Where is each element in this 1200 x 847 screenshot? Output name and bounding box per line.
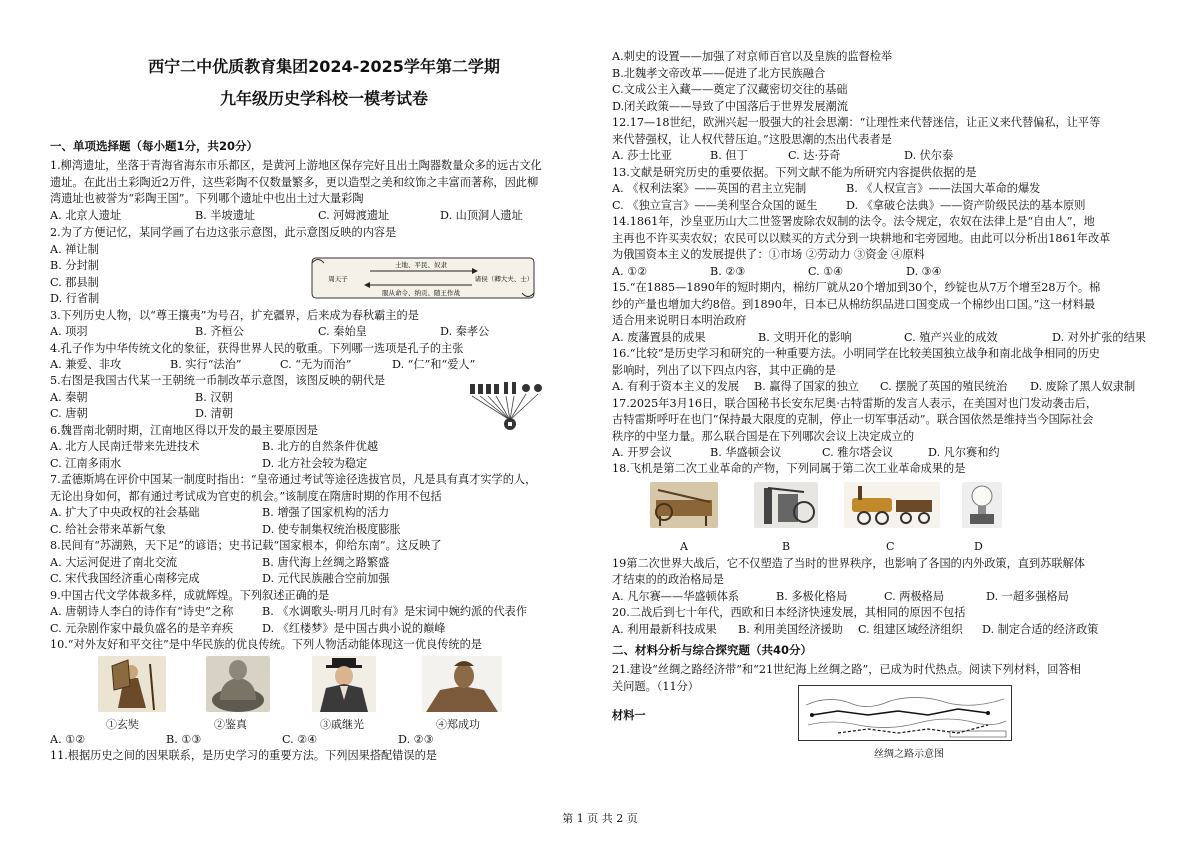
- q10-caption-4: ④郑成功: [436, 718, 480, 731]
- q8-option-d: D. 元代民族融合空前加强: [262, 572, 390, 585]
- q7-option-b: B. 增强了国家机构的活力: [262, 506, 390, 519]
- q5-stem: 5.右图是我国古代某一王朝统一币制改革示意图，该图反映的朝代是: [50, 374, 386, 387]
- section2-heading: 二、材料分析与综合探究题（共40分）: [612, 643, 813, 657]
- q5-option-a: A. 秦朝: [50, 391, 88, 404]
- q15-option-c: C. 殖产兴业的成效: [904, 331, 998, 344]
- q2-option-a: A. 禅让制: [50, 243, 99, 256]
- q17-option-b: B. 华盛顿会议: [710, 446, 782, 459]
- q7-option-a: A. 扩大了中央政权的社会基础: [50, 506, 200, 519]
- q1-option-c: C. 河姆渡遗址: [318, 209, 390, 222]
- feudal-system-diagram: [308, 252, 538, 304]
- q19-stem: 19第二次世界大战后，它不仅塑造了当时的世界秩序，也影响了各国的内外政策，直到苏联解体: [612, 557, 1085, 570]
- q15-stem: 纱的产量也增加大约8倍。到1890年，日本已从棉纺织品进口国变成一个棉纱出口国。”这一材料最: [612, 298, 1096, 311]
- q17-option-a: A. 开罗会议: [612, 446, 672, 459]
- q17-option-d: D. 凡尔赛和约: [928, 446, 1000, 459]
- q10-caption-1: ①玄奘: [106, 718, 139, 731]
- q21-stem: 21.建设“丝绸之路经济带”和“21世纪海上丝绸之路”，已成为时代热点。阅读下列材料，回答相: [612, 663, 1081, 676]
- coinage-reform-diagram: [464, 374, 564, 434]
- q1-stem: 1.柳湾遗址，坐落于青海省海东市乐都区，是黄河上游地区保存完好且出土陶器数量众多的远古文化: [50, 159, 542, 172]
- q7-option-c: C. 给社会带来革新气象: [50, 523, 166, 536]
- q7-option-d: D. 使专制集权统治极度膨胀: [262, 523, 401, 536]
- q9-option-a: A. 唐朝诗人李白的诗作有“诗史”之称: [50, 605, 234, 618]
- q2-option-b: B. 分封制: [50, 259, 99, 272]
- q15-option-a: A. 废藩置县的成果: [612, 331, 706, 344]
- q10-option-b: B. ①③: [166, 733, 202, 746]
- q6-stem: 6.魏晋南北朝时期，江南地区得以开发的最主要原因是: [50, 424, 318, 437]
- q10-stem: 10.“对外友好和平交往”是中华民族的优良传统。下列人物活动能体现这一优良传统的是: [50, 638, 482, 651]
- q20-option-a: A. 利用最新科技成果: [612, 623, 717, 636]
- xuanzang-picture: [98, 656, 166, 712]
- q8-option-a: A. 大运河促进了南北交流: [50, 556, 178, 569]
- spinning-jenny-picture: [650, 482, 718, 528]
- q13-option-a: A. 《权利法案》——英国的君主立宪制: [612, 182, 807, 195]
- light-bulb-picture: [962, 482, 1002, 528]
- q17-option-c: C. 雅尔塔会议: [822, 446, 894, 459]
- q15-option-d: D. 对外扩张的结果: [1052, 331, 1146, 344]
- q4-option-a: A. 兼爱、非攻: [50, 358, 122, 371]
- diagram-top-label: 土地、平民、奴隶: [395, 261, 447, 269]
- q6-option-c: C. 江南多雨水: [50, 457, 122, 470]
- q14-stem: 14.1861年，沙皇亚历山大二世签署废除农奴制的法令。法令规定，农奴在法律上是“自由人”，地: [612, 215, 1095, 228]
- q10-option-a: A. ①②: [50, 733, 86, 746]
- q20-option-c: C. 组建区域经济组织: [858, 623, 963, 636]
- q17-stem: 17.2025年3月16日，联合国秘书长安东尼奥·古特雷斯的发言人表示，在美国对也门发动袭击后，: [612, 397, 1098, 410]
- exam-title-line2: 九年级历史学科校一模考试卷: [219, 89, 428, 108]
- q6-option-d: D. 北方社会较为稳定: [262, 457, 368, 470]
- q9-stem: 9.中国古代文学体裁多样，成就辉煌。下列叙述正确的是: [50, 589, 330, 602]
- q16-option-c: C. 摆脱了英国的殖民统治: [880, 380, 1008, 393]
- q14-stem: 为俄国资本主义的发展提供了：①市场 ②劳动力 ③资金 ④原料: [612, 248, 925, 261]
- silk-road-map-caption: 丝绸之路示意图: [874, 749, 944, 760]
- q13-stem: 13.文献是研究历史的重要依据。下列文献不能为所研究内容提供依据的是: [612, 166, 977, 179]
- q3-option-b: B. 齐桓公: [195, 325, 244, 338]
- q13-option-b: B. 《人权宣言》——法国大革命的爆发: [846, 182, 1041, 195]
- q1-option-d: D. 山顶洞人遗址: [440, 209, 523, 222]
- q4-stem: 4.孔子作为中华传统文化的象征，获得世界人民的敬重。下列哪一选项是孔子的主张: [50, 342, 464, 355]
- q11-option-b: B.北魏孝文帝改革——促进了北方民族融合: [612, 67, 826, 80]
- page-footer: 第 1 页 共 2 页: [562, 812, 638, 825]
- q17-stem: 秩序的中坚力量。那么联合国是在下列哪次会议上决定成立的: [612, 430, 915, 443]
- q12-option-a: A. 莎士比亚: [612, 149, 672, 162]
- q10-option-d: D. ②③: [398, 733, 434, 746]
- q7-stem: 7.孟德斯鸠在评价中国某一制度时指出：“皇帝通过考试等途径选拔官员，凡是具有真才实学的人，: [50, 473, 537, 486]
- q14-option-b: B. ②③: [710, 265, 746, 278]
- q8-option-b: B. 唐代海上丝绸之路繁盛: [262, 556, 390, 569]
- q6-option-a: A. 北方人民南迁带来先进技术: [50, 440, 200, 453]
- q5-option-b: B. 汉朝: [195, 391, 233, 404]
- q1-option-a: A. 北京人遗址: [50, 209, 122, 222]
- q5-option-c: C. 唐朝: [50, 407, 88, 420]
- q16-stem: 影响时，列出了以下四点内容，其中正确的是: [612, 364, 836, 377]
- q18-stem: 18.飞机是第二次工业革命的产物，下列同属于第二次工业革命成果的是: [612, 462, 966, 475]
- q5-option-d: D. 清朝: [195, 407, 234, 420]
- q12-option-c: C. 达·芬奇: [788, 149, 841, 162]
- q19-option-b: B. 多极化格局: [776, 590, 848, 603]
- q11-option-c: C.文成公主入藏——奠定了汉藏密切交往的基础: [612, 83, 848, 96]
- q15-stem: 适合用来说明日本明治政府: [612, 314, 747, 327]
- q16-stem: 16.“比较”是历史学习和研究的一种重要方法。小明同学在比较美国独立战争和南北战争相同的历史: [612, 347, 1100, 360]
- q11-option-a: A.刺史的设置——加强了对京师百官以及皇族的监督检举: [612, 50, 893, 63]
- q14-stem: 主再也不许买卖农奴；农民可以以赎买的方式分到一块耕地和宅旁园地。由此可以分析出1861年改革: [612, 232, 1111, 245]
- steam-engine-picture: [754, 482, 818, 528]
- q16-option-a: A. 有利于资本主义的发展: [612, 380, 740, 393]
- zheng-chenggong-picture: [422, 656, 502, 712]
- locomotive-picture: [844, 482, 940, 528]
- q1-stem: 遗址。在此出土彩陶近2万件，这些彩陶不仅数量繁多，更以造型之美和纹饰之丰富而著称，因此柳: [50, 176, 539, 189]
- q18-caption-c: C: [886, 540, 895, 553]
- q4-option-b: B. 实行“法治”: [170, 358, 242, 371]
- qi-jiguang-picture: [312, 656, 376, 712]
- q1-option-b: B. 半坡遗址: [195, 209, 256, 222]
- silk-road-map: [798, 685, 1012, 741]
- q13-option-d: D. 《拿破仑法典》——资产阶级民法的基本原则: [846, 199, 1086, 212]
- q20-stem: 20.二战后到七十年代，西欧和日本经济快速发展，其相同的原因不包括: [612, 606, 966, 619]
- q14-option-d: D. ③④: [906, 265, 942, 278]
- q10-option-c: C. ②④: [282, 733, 318, 746]
- q14-option-c: C. ①④: [808, 265, 844, 278]
- q16-option-d: D. 废除了黑人奴隶制: [1030, 380, 1136, 393]
- section1-heading: 一、单项选择题（每小题1分，共20分）: [50, 139, 259, 153]
- q2-option-d: D. 行省制: [50, 292, 100, 305]
- q4-option-d: D. “仁”和“爱人”: [392, 358, 476, 371]
- q8-stem: 8.民间有“苏湖熟，天下足”的谚语；史书记载“国家根本，仰给东南”。这反映了: [50, 539, 442, 552]
- q6-option-b: B. 北方的自然条件优越: [262, 440, 379, 453]
- diagram-bottom-label: 服从命令、纳贡、随王作战: [382, 289, 460, 297]
- q10-caption-3: ③戚继光: [320, 718, 364, 731]
- q20-option-d: D. 制定合适的经济政策: [982, 623, 1099, 636]
- q20-option-b: B. 利用美国经济援助: [738, 623, 843, 636]
- q3-option-c: C. 秦始皇: [318, 325, 367, 338]
- exam-title-line1: 西宁二中优质教育集团2024-2025学年第二学期: [148, 57, 500, 76]
- q4-option-c: C. “无为而治”: [280, 358, 352, 371]
- q19-option-a: A. 凡尔赛——华盛顿体系: [612, 590, 740, 603]
- q12-stem: 12.17—18世纪，欧洲兴起一股强大的社会思潮：“让理性来代替迷信，让正义来代替偏私，让平等: [612, 116, 1101, 129]
- q10-caption-2: ②鉴真: [214, 718, 247, 731]
- q16-option-b: B. 赢得了国家的独立: [754, 380, 859, 393]
- q12-stem: 来代替强权，让人权代替压迫。”这股思潮的杰出代表者是: [612, 133, 892, 146]
- q3-option-d: D. 秦孝公: [440, 325, 490, 338]
- q9-option-d: D. 《红楼梦》是中国古典小说的巅峰: [262, 622, 446, 635]
- q12-option-b: B. 但丁: [710, 149, 748, 162]
- q2-stem: 2.为了方便记忆，某同学画了右边这张示意图，此示意图反映的内容是: [50, 226, 397, 239]
- q19-stem: 才结束的的政治格局是: [612, 573, 724, 586]
- q18-caption-b: B: [782, 540, 791, 553]
- q18-caption-a: A: [680, 540, 688, 553]
- q19-option-d: D. 一超多强格局: [986, 590, 1069, 603]
- q18-caption-d: D: [974, 540, 983, 553]
- q15-stem: 15.“在1885—1890年的短时期内，棉纺厂就从20个增加到30个，纱锭也从7万个增至28万个。棉: [612, 281, 1101, 294]
- q13-option-c: C. 《独立宣言》——美利坚合众国的诞生: [612, 199, 818, 212]
- q17-stem: 古特雷斯呼吁在也门“保持最大限度的克制，停止一切军事活动”。联合国依然是维持当今国际社会: [612, 413, 1094, 426]
- q3-stem: 3.下列历史人物，以“尊王攘夷”为号召，扩充疆界，后来成为春秋霸主的是: [50, 309, 419, 322]
- q3-option-a: A. 项羽: [50, 325, 88, 338]
- diagram-left-label: 周天子: [328, 275, 348, 283]
- q1-stem: 湾遗址也被誉为“彩陶王国”。下列哪个遗址中也出土过大量彩陶: [50, 192, 364, 205]
- q2-option-c: C. 郡县制: [50, 276, 99, 289]
- q21-stem: 关问题。（11分）: [612, 680, 699, 693]
- material-one-label: 材料一: [612, 708, 646, 722]
- q9-option-c: C. 元杂剧作家中最负盛名的是辛弃疾: [50, 622, 234, 635]
- diagram-right-label: 诸侯（卿大夫、士）: [474, 275, 534, 283]
- jianzhen-picture: [206, 656, 270, 712]
- q11-option-d: D.闭关政策——导致了中国落后于世界发展潮流: [612, 100, 848, 113]
- q8-option-c: C. 宋代我国经济重心南移完成: [50, 572, 200, 585]
- q19-option-c: C. 两极格局: [884, 590, 945, 603]
- q7-stem: 无论出身如何，都有通过考试成为官吏的机会。”该制度在隋唐时期的作用不包括: [50, 490, 442, 503]
- q11-stem: 11.根据历史之间的因果联系，是历史学习的重要方法。下列因果搭配错误的是: [50, 749, 437, 762]
- q14-option-a: A. ①②: [612, 265, 648, 278]
- q15-option-b: B. 文明开化的影响: [758, 331, 852, 344]
- q9-option-b: B. 《水调歌头·明月几时有》是宋词中婉约派的代表作: [262, 605, 528, 618]
- q12-option-d: D. 伏尔泰: [904, 149, 954, 162]
